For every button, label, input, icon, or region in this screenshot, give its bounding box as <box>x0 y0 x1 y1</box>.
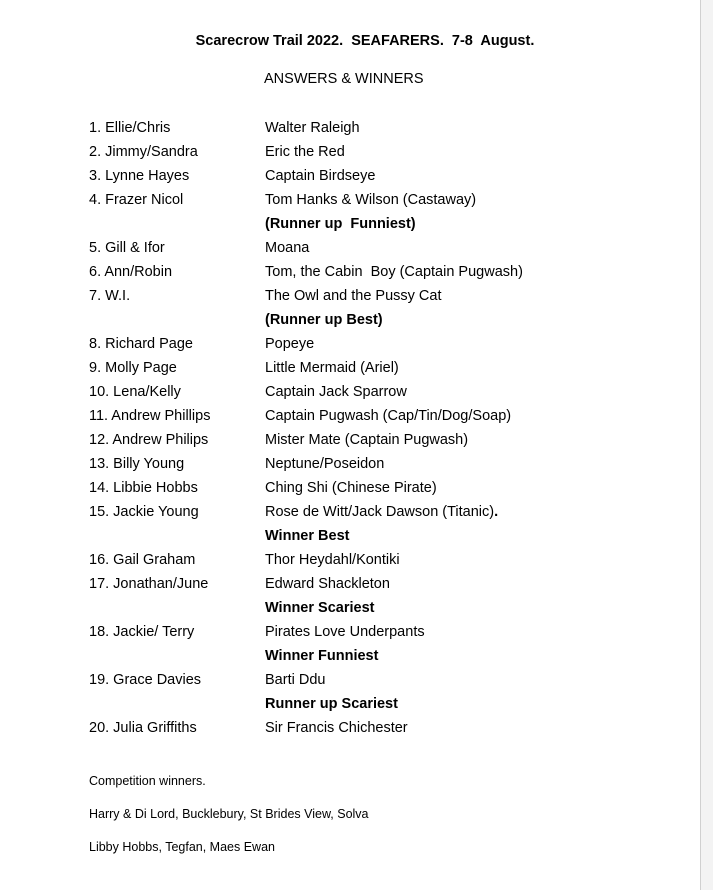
entry-name: 10. Lena/Kelly <box>89 384 181 400</box>
document-title: Scarecrow Trail 2022. SEAFARERS. 7-8 August. <box>195 33 535 49</box>
entry-name: 17. Jonathan/June <box>89 576 209 592</box>
entry-row <box>89 238 649 262</box>
entry-answer <box>265 358 399 378</box>
entry-award-text: Winner Best <box>265 528 350 544</box>
entry-answer-text: Tom, the Cabin Boy (Captain Pugwash) <box>265 264 523 280</box>
entry-answer-text: Captain Jack Sparrow <box>265 384 407 400</box>
entry-answer-text: Moana <box>265 240 310 256</box>
entry-answer-text: Captain Pugwash (Cap/Tin/Dog/Soap) <box>265 408 512 424</box>
entry-row <box>89 286 649 310</box>
entry-row <box>89 262 649 286</box>
entry-award <box>89 310 649 334</box>
entry-answer <box>265 286 442 306</box>
entry-name: 11. Andrew Phillips <box>89 408 211 424</box>
entry-row <box>89 118 649 142</box>
entry-award-text: (Runner up Funniest) <box>265 216 416 232</box>
entry-answer-text: The Owl and the Pussy Cat <box>265 288 442 304</box>
entry-answer <box>265 574 390 594</box>
entry-answer-text: Eric the Red <box>265 144 345 160</box>
entry-name: 2. Jimmy/Sandra <box>89 144 198 160</box>
entry-answer <box>265 478 437 498</box>
entry-name: 16. Gail Graham <box>89 552 196 568</box>
entry-name: 1. Ellie/Chris <box>89 120 171 136</box>
entry-award-text: Runner up Scariest <box>265 696 398 712</box>
entry-answer <box>265 262 523 282</box>
entry-answer-text: Walter Raleigh <box>265 120 360 136</box>
entry-row <box>89 406 649 430</box>
entry-row <box>89 142 649 166</box>
entry-answer <box>265 142 345 162</box>
entry-name: 18. Jackie/ Terry <box>89 624 195 640</box>
entry-answer-text: Popeye <box>265 336 315 352</box>
entry-award <box>89 526 649 550</box>
entry-row <box>89 454 649 478</box>
entry-answer <box>265 166 375 186</box>
competition-winner-2: Libby Hobbs, Tegfan, Maes Ewan <box>89 840 275 854</box>
entry-name: 19. Grace Davies <box>89 672 202 688</box>
entry-row <box>89 358 649 382</box>
document-subtitle: ANSWERS & WINNERS <box>264 71 424 87</box>
entry-award <box>89 646 649 670</box>
entry-name: 7. W.I. <box>89 288 131 304</box>
entry-answer <box>265 550 400 570</box>
entry-answer-text: Pirates Love Underpants <box>265 624 425 640</box>
entry-name: 8. Richard Page <box>89 336 193 352</box>
entry-row <box>89 574 649 598</box>
entry-row <box>89 502 649 526</box>
entry-row <box>89 334 649 358</box>
entry-answer-text: Sir Francis Chichester <box>265 720 408 736</box>
entry-award <box>89 694 649 718</box>
entries-list <box>89 118 649 742</box>
entry-answer-text: Captain Birdseye <box>265 168 376 184</box>
entry-answer <box>265 454 384 474</box>
entry-award-text: Winner Funniest <box>265 648 379 664</box>
entry-name: 4. Frazer Nicol <box>89 192 184 208</box>
entry-row <box>89 478 649 502</box>
entry-answer <box>265 670 325 690</box>
entry-answer-text: Neptune/Poseidon <box>265 456 385 472</box>
entry-name: 3. Lynne Hayes <box>89 168 190 184</box>
competition-winner-1: Harry & Di Lord, Bucklebury, St Brides View, Solva <box>89 807 369 821</box>
entry-answer-suffix: . <box>494 504 499 520</box>
entry-answer <box>265 502 498 522</box>
page-edge <box>700 0 713 890</box>
entry-row <box>89 382 649 406</box>
entry-name: 5. Gill & Ifor <box>89 240 165 256</box>
entry-answer <box>265 382 407 402</box>
entry-answer-text: Rose de Witt/Jack Dawson (Titanic) <box>265 504 495 520</box>
entry-name: 6. Ann/Robin <box>89 264 173 280</box>
entry-answer-text: Little Mermaid (Ariel) <box>265 360 399 376</box>
entry-answer <box>265 718 408 738</box>
entry-row <box>89 430 649 454</box>
entry-name: 12. Andrew Philips <box>89 432 209 448</box>
entry-name: 9. Molly Page <box>89 360 177 376</box>
entry-name: 15. Jackie Young <box>89 504 199 520</box>
entry-answer-text: Mister Mate (Captain Pugwash) <box>265 432 469 448</box>
entry-row <box>89 622 649 646</box>
entry-row <box>89 550 649 574</box>
entry-name: 14. Libbie Hobbs <box>89 480 198 496</box>
entry-answer <box>265 238 309 258</box>
entry-award-text: (Runner up Best) <box>265 312 383 328</box>
entry-answer-text: Barti Ddu <box>265 672 326 688</box>
entry-award <box>89 214 649 238</box>
entry-row <box>89 670 649 694</box>
entry-answer <box>265 190 476 210</box>
entry-answer <box>265 622 425 642</box>
entry-answer <box>265 406 511 426</box>
entry-name: 20. Julia Griffiths <box>89 720 197 736</box>
entry-award <box>89 598 649 622</box>
entry-row <box>89 718 649 742</box>
entry-answer <box>265 430 468 450</box>
entry-answer-text: Thor Heydahl/Kontiki <box>265 552 400 568</box>
entry-answer <box>265 334 314 354</box>
entry-answer-text: Tom Hanks & Wilson (Castaway) <box>265 192 477 208</box>
entry-answer <box>265 118 360 138</box>
entry-name: 13. Billy Young <box>89 456 185 472</box>
entry-row <box>89 166 649 190</box>
competition-winners-heading: Competition winners. <box>89 774 206 788</box>
entry-answer-text: Edward Shackleton <box>265 576 390 592</box>
entry-row <box>89 190 649 214</box>
entry-award-text: Winner Scariest <box>265 600 375 616</box>
entry-answer-text: Ching Shi (Chinese Pirate) <box>265 480 437 496</box>
